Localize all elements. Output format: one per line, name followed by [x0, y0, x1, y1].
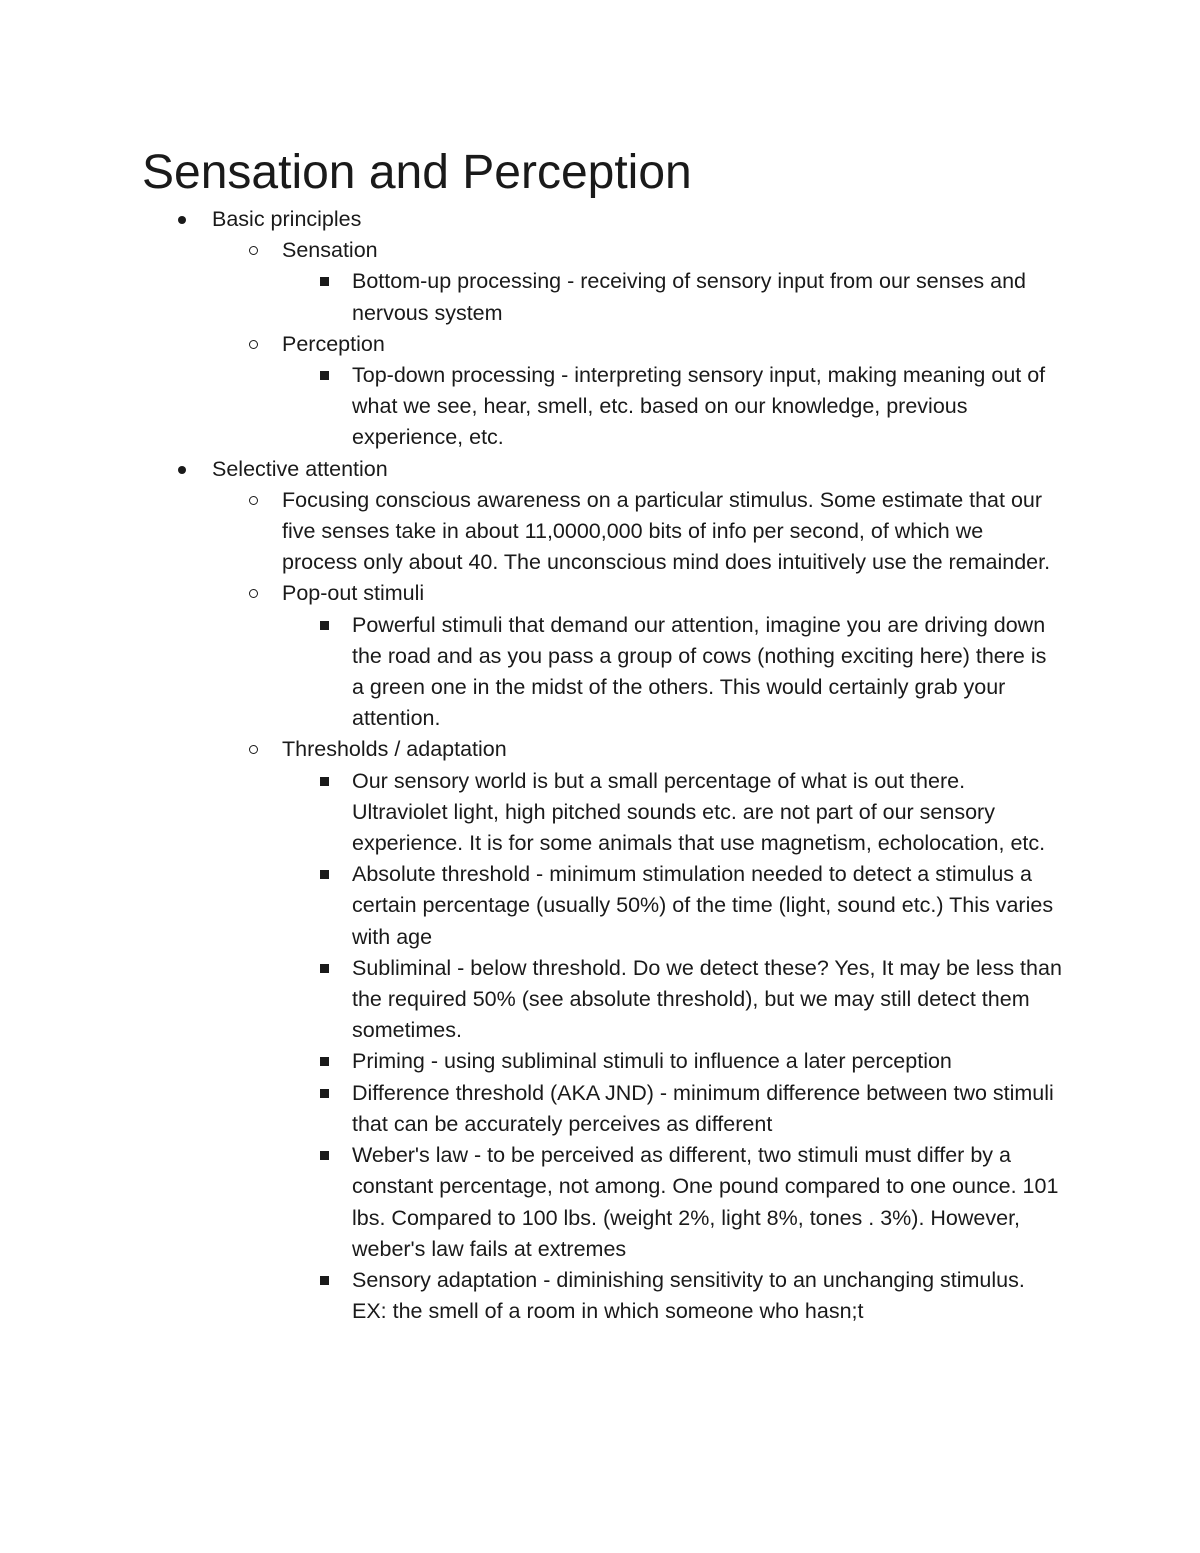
hollow-circle-bullet-icon	[249, 246, 258, 255]
outline-item-text: Thresholds / adaptation	[282, 737, 507, 762]
hollow-circle-bullet-icon	[249, 496, 258, 505]
document-title: Sensation and Perception	[142, 146, 692, 199]
square-bullet-icon	[320, 870, 329, 879]
outline-item-text: Focusing conscious awareness on a particular stimulus. Some estimate that our five senses take in about 11,0000,000 bits of info per second, of which we process only about 40. The unconscious mind does intuitively use the remainder.	[282, 487, 1051, 575]
outline-item-text: Subliminal - below threshold. Do we detect these? Yes, It may be less than the required 50% (see absolute threshold), but we may still detect them sometimes.	[352, 955, 1062, 1043]
outline-item-level-3	[0, 766, 1200, 860]
outline-item-level-2	[0, 578, 1200, 609]
outline-item-level-3	[0, 1078, 1200, 1140]
hollow-circle-bullet-icon	[249, 745, 258, 754]
square-bullet-icon	[320, 964, 329, 973]
outline-item-text: Perception	[282, 331, 385, 356]
hollow-circle-bullet-icon	[249, 589, 258, 598]
outline-item-level-2	[0, 734, 1200, 765]
square-bullet-icon	[320, 371, 329, 380]
outline-item-level-3	[0, 1140, 1200, 1265]
outline-item-text: Basic principles	[212, 207, 362, 231]
outline-item-text: Pop-out stimuli	[282, 581, 425, 606]
outline-item-level-3	[0, 266, 1200, 328]
outline-item-text: Sensory adaptation - diminishing sensitivity to an unchanging stimulus. EX: the smell of a room in which someone who hasn;t	[352, 1267, 1025, 1324]
outline-item-level-2	[0, 235, 1200, 266]
square-bullet-icon	[320, 621, 329, 630]
square-bullet-icon	[320, 777, 329, 786]
outline-item-level-2	[0, 485, 1200, 579]
outline-item-text: Our sensory world is but a small percentage of what is out there. Ultraviolet light, high pitched sounds etc. are not part of our sensory experience. It is for some animals that use magnetism, echolocation, etc.	[352, 768, 1046, 856]
outline-item-text: Weber's law - to be perceived as different, two stimuli must differ by a constant percentage, not among. One pound compared to one ounce. 101 lbs. Compared to 100 lbs. (weight 2%, light 8%, tones . 3%). However, weber's law fails at extremes	[352, 1143, 1059, 1261]
outline-item-text: Top-down processing - interpreting sensory input, making meaning out of what we see, hear, smell, etc. based on our knowledge, previous experience, etc.	[352, 363, 1046, 450]
square-bullet-icon	[320, 1276, 329, 1285]
outline-item-level-1	[0, 454, 1200, 485]
outline-item-text: Absolute threshold - minimum stimulation needed to detect a stimulus a certain percentage (usually 50%) of the time (light, sound etc.) This varies with age	[352, 862, 1054, 949]
outline-item-level-3	[0, 953, 1200, 1047]
square-bullet-icon	[320, 277, 329, 286]
square-bullet-icon	[320, 1089, 329, 1098]
outline-item-text: Difference threshold (AKA JND) - minimum difference between two stimuli that can be accurately perceives as different	[352, 1080, 1054, 1136]
outline-item-text: Powerful stimuli that demand our attention, imagine you are driving down the road and as you pass a group of cows (nothing exciting here) there is a green one in the midst of the others. This would certainly grab your attention.	[352, 612, 1047, 731]
outline-item-level-2	[0, 329, 1200, 360]
outline-item-level-3	[0, 610, 1200, 735]
square-bullet-icon	[320, 1151, 329, 1160]
notes-outline	[0, 204, 1200, 1327]
outline-item-level-3	[0, 859, 1200, 953]
outline-item-level-3	[0, 1046, 1200, 1077]
filled-circle-bullet-icon	[178, 216, 186, 224]
outline-item-text: Sensation	[282, 238, 378, 263]
outline-item-text: Priming - using subliminal stimuli to influence a later perception	[352, 1049, 952, 1074]
outline-item-level-1	[0, 204, 1200, 235]
filled-circle-bullet-icon	[178, 466, 186, 474]
outline-item-level-3	[0, 1265, 1200, 1327]
outline-item-text: Selective attention	[212, 456, 388, 481]
outline-item-level-3	[0, 360, 1200, 454]
square-bullet-icon	[320, 1057, 329, 1066]
hollow-circle-bullet-icon	[249, 340, 258, 349]
outline-item-text: Bottom-up processing - receiving of sensory input from our senses and nervous system	[352, 269, 1026, 325]
